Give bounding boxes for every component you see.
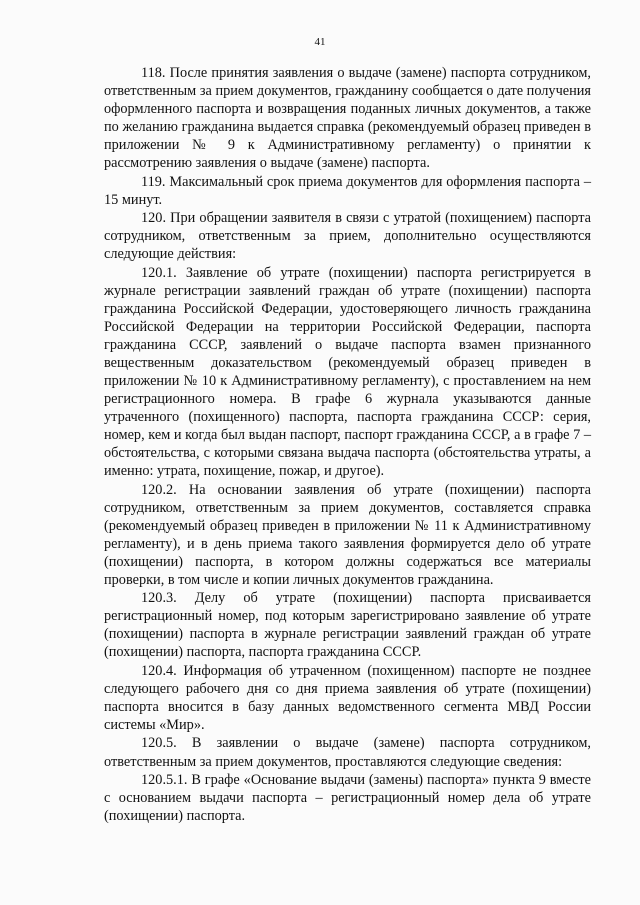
paragraph-120-3: 120.3. Делу об утрате (похищении) паспорта присваивается регистрационный номер, под которым зарегистрировано заявление об утрате (похищении) паспорта в журнале регистрации заявлений граждан об утрате (похищении) паспорта, паспорта гражданина СССР. bbox=[104, 590, 591, 661]
paragraph-120-2: 120.2. На основании заявления об утрате (похищении) паспорта сотрудником, ответственным за прием документов, составляется справка (рекомендуемый образец приведен в приложении № 11 к Административному регламенту), и в день приема такого заявления формируется дело об утрате (похищении) паспорта, в котором должны содержаться все материалы проверки, в том числе и копии личных документов гражданина. bbox=[104, 481, 591, 588]
paragraph-120-5: 120.5. В заявлении о выдаче (замене) паспорта сотрудником, ответственным за прием документов, проставляются следующие сведения: bbox=[104, 735, 591, 770]
paragraph-119: 119. Максимальный срок приема документов для оформления паспорта – 15 минут. bbox=[104, 173, 591, 208]
paragraph-120-5-1: 120.5.1. В графе «Основание выдачи (замены) паспорта» пункта 9 вместе с основанием выдачи паспорта – регистрационный номер дела об утрате (похищении) паспорта. bbox=[104, 771, 591, 825]
paragraph-118: 118. После принятия заявления о выдаче (замене) паспорта сотрудником, ответственным за прием документов, гражданину сообщается о дате получения оформленного паспорта и возвращения поданных личных документов, а также по желанию гражданина выдается справка (рекомендуемый образец приведен в приложении № 9 к Административному регламенту) о принятии к рассмотрению заявления о выдаче (замене) паспорта. bbox=[104, 65, 591, 172]
document-body bbox=[104, 64, 591, 825]
paragraph-120: 120. При обращении заявителя в связи с утратой (похищением) паспорта сотрудником, ответственным за прием, дополнительно осуществляются следующие действия: bbox=[104, 210, 591, 263]
paragraph-120-1: 120.1. Заявление об утрате (похищении) паспорта регистрируется в журнале регистрации заявлений граждан об утрате (похищении) паспорта гражданина Российской Федерации, удостоверяющего личность гражданина Российской Федерации на территории Российской Федерации, паспорта гражданина СССР, заявлений о выдаче паспорта взамен признанного вещественным доказательством (рекомендуемый образец приведен в приложении № 10 к Административному регламенту), с проставлением на нем регистрационного номера. В графе 6 журнала указываются данные утраченного (похищенного) паспорта, паспорта гражданина СССР: серия, номер, кем и когда был выдан паспорт, паспорт гражданина СССР, а в графе 7 – обстоятельства, с которыми связана выдача паспорта (обстоятельства утраты, а именно: утрата, похищение, пожар, и другое). bbox=[104, 264, 591, 480]
page-number: 41 bbox=[314, 36, 326, 48]
paragraph-120-4: 120.4. Информация об утраченном (похищенном) паспорте не позднее следующего рабочего дня со дня приема заявления об утрате (похищении) паспорта вносится в базу данных ведомственного сегмента МВД России системы «Мир». bbox=[104, 662, 591, 734]
